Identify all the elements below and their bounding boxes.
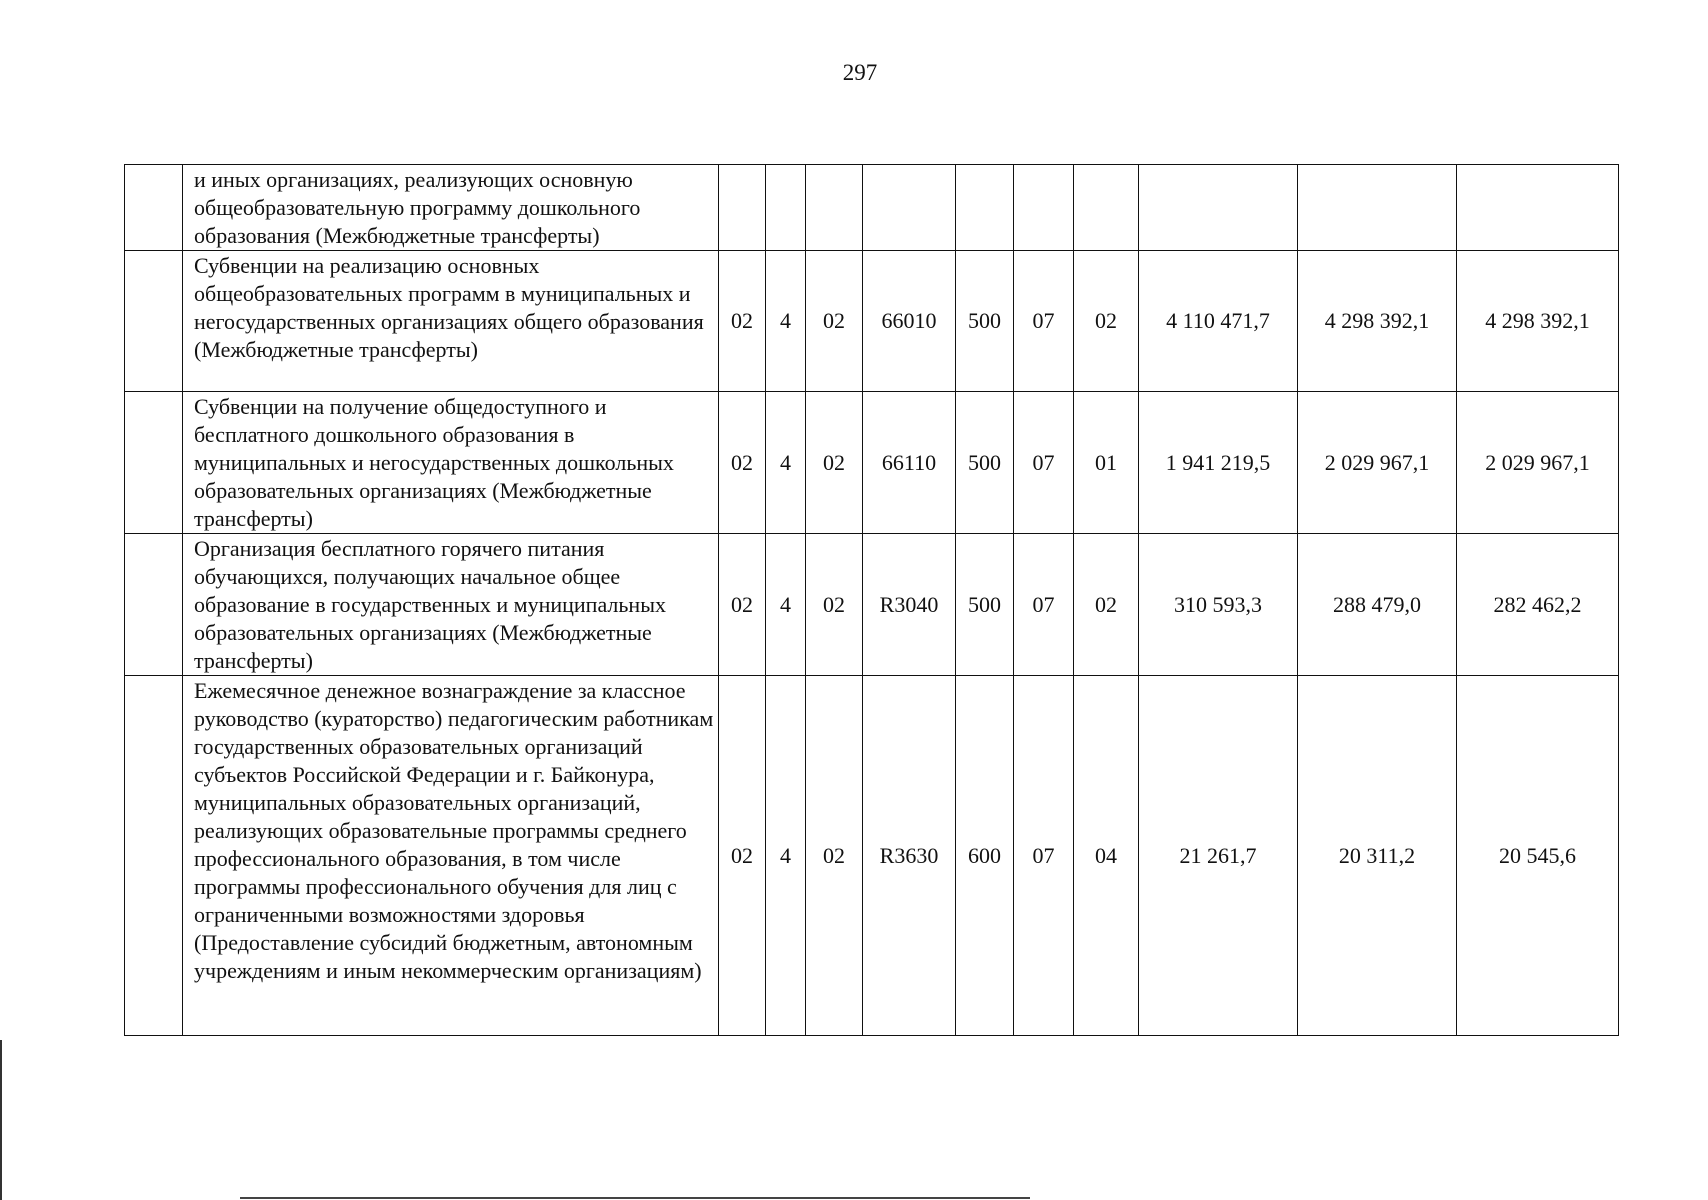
scan-edge-mark	[0, 1040, 2, 1200]
cell-subprogram: 4	[766, 534, 806, 676]
cell-amount-2: 288 479,0	[1298, 534, 1457, 676]
cell-amount-3: 282 462,2	[1457, 534, 1619, 676]
cell-amount-1: 21 261,7	[1139, 676, 1298, 1036]
cell-amount-1: 310 593,3	[1139, 534, 1298, 676]
cell-amount-2: 4 298 392,1	[1298, 251, 1457, 392]
cell-section: 07	[1014, 534, 1074, 676]
cell-direction	[863, 165, 956, 251]
budget-table	[124, 164, 1619, 1036]
cell-expense-type: 500	[956, 392, 1014, 534]
table-row	[125, 534, 1619, 676]
row-number-cell	[125, 392, 183, 534]
cell-direction: 66110	[863, 392, 956, 534]
cell-main-activity: 02	[806, 676, 863, 1036]
cell-subsection: 02	[1074, 251, 1139, 392]
page-number: 297	[842, 60, 878, 85]
cell-program: 02	[719, 534, 766, 676]
description-cell: Организация бесплатного горячего питания обучающихся, получающих начальное общее образование в государственных и муниципальных образовательных организациях (Межбюджетные трансферты)	[183, 534, 719, 676]
cell-direction: R3040	[863, 534, 956, 676]
cell-amount-3	[1457, 165, 1619, 251]
description-cell: Субвенции на получение общедоступного и бесплатного дошкольного образования в муниципальных и негосударственных дошкольных образовательных организациях (Межбюджетные трансферты)	[183, 392, 719, 534]
description-cell: и иных организациях, реализующих основную общеобразовательную программу дошкольного образования (Межбюджетные трансферты)	[183, 165, 719, 251]
cell-amount-2: 20 311,2	[1298, 676, 1457, 1036]
cell-main-activity	[806, 165, 863, 251]
cell-amount-1	[1139, 165, 1298, 251]
row-number-cell	[125, 676, 183, 1036]
cell-amount-1: 1 941 219,5	[1139, 392, 1298, 534]
description-cell: Ежемесячное денежное вознаграждение за классное руководство (кураторство) педагогическим работникам государственных образовательных организаций субъектов Российской Федерации и г. Байконура, муниципальных образовательных организаций, реализующих образовательные программы среднего профессионального образования, в том числе программы профессионального обучения для лиц с ограниченными возможностями здоровья (Предоставление субсидий бюджетным, автономным учреждениям и иным некоммерческим организациям)	[183, 676, 719, 1036]
cell-direction: 66010	[863, 251, 956, 392]
cell-subsection: 01	[1074, 392, 1139, 534]
description-cell: Субвенции на реализацию основных общеобразовательных программ в муниципальных и негосударственных организациях общего образования (Межбюджетные трансферты)	[183, 251, 719, 392]
cell-expense-type	[956, 165, 1014, 251]
cell-section: 07	[1014, 251, 1074, 392]
row-number-cell	[125, 165, 183, 251]
cell-main-activity: 02	[806, 534, 863, 676]
cell-program: 02	[719, 392, 766, 534]
cell-amount-2: 2 029 967,1	[1298, 392, 1457, 534]
table-row	[125, 165, 1619, 251]
table-row	[125, 392, 1619, 534]
cell-expense-type: 500	[956, 251, 1014, 392]
cell-expense-type: 500	[956, 534, 1014, 676]
cell-amount-1: 4 110 471,7	[1139, 251, 1298, 392]
row-number-cell	[125, 534, 183, 676]
cell-subsection: 02	[1074, 534, 1139, 676]
cell-amount-3: 2 029 967,1	[1457, 392, 1619, 534]
table-row	[125, 676, 1619, 1036]
cell-expense-type: 600	[956, 676, 1014, 1036]
cell-main-activity: 02	[806, 392, 863, 534]
cell-subprogram	[766, 165, 806, 251]
cell-subprogram: 4	[766, 392, 806, 534]
cell-subsection: 04	[1074, 676, 1139, 1036]
cell-amount-3: 20 545,6	[1457, 676, 1619, 1036]
cell-subsection	[1074, 165, 1139, 251]
cell-subprogram: 4	[766, 251, 806, 392]
table-row	[125, 251, 1619, 392]
cell-section: 07	[1014, 392, 1074, 534]
cell-amount-2	[1298, 165, 1457, 251]
cell-section: 07	[1014, 676, 1074, 1036]
cell-program	[719, 165, 766, 251]
cell-subprogram: 4	[766, 676, 806, 1036]
cell-program: 02	[719, 676, 766, 1036]
cell-section	[1014, 165, 1074, 251]
cell-main-activity: 02	[806, 251, 863, 392]
cell-direction: R3630	[863, 676, 956, 1036]
cell-program: 02	[719, 251, 766, 392]
cell-amount-3: 4 298 392,1	[1457, 251, 1619, 392]
row-number-cell	[125, 251, 183, 392]
scan-artifact-line	[240, 1197, 1030, 1199]
